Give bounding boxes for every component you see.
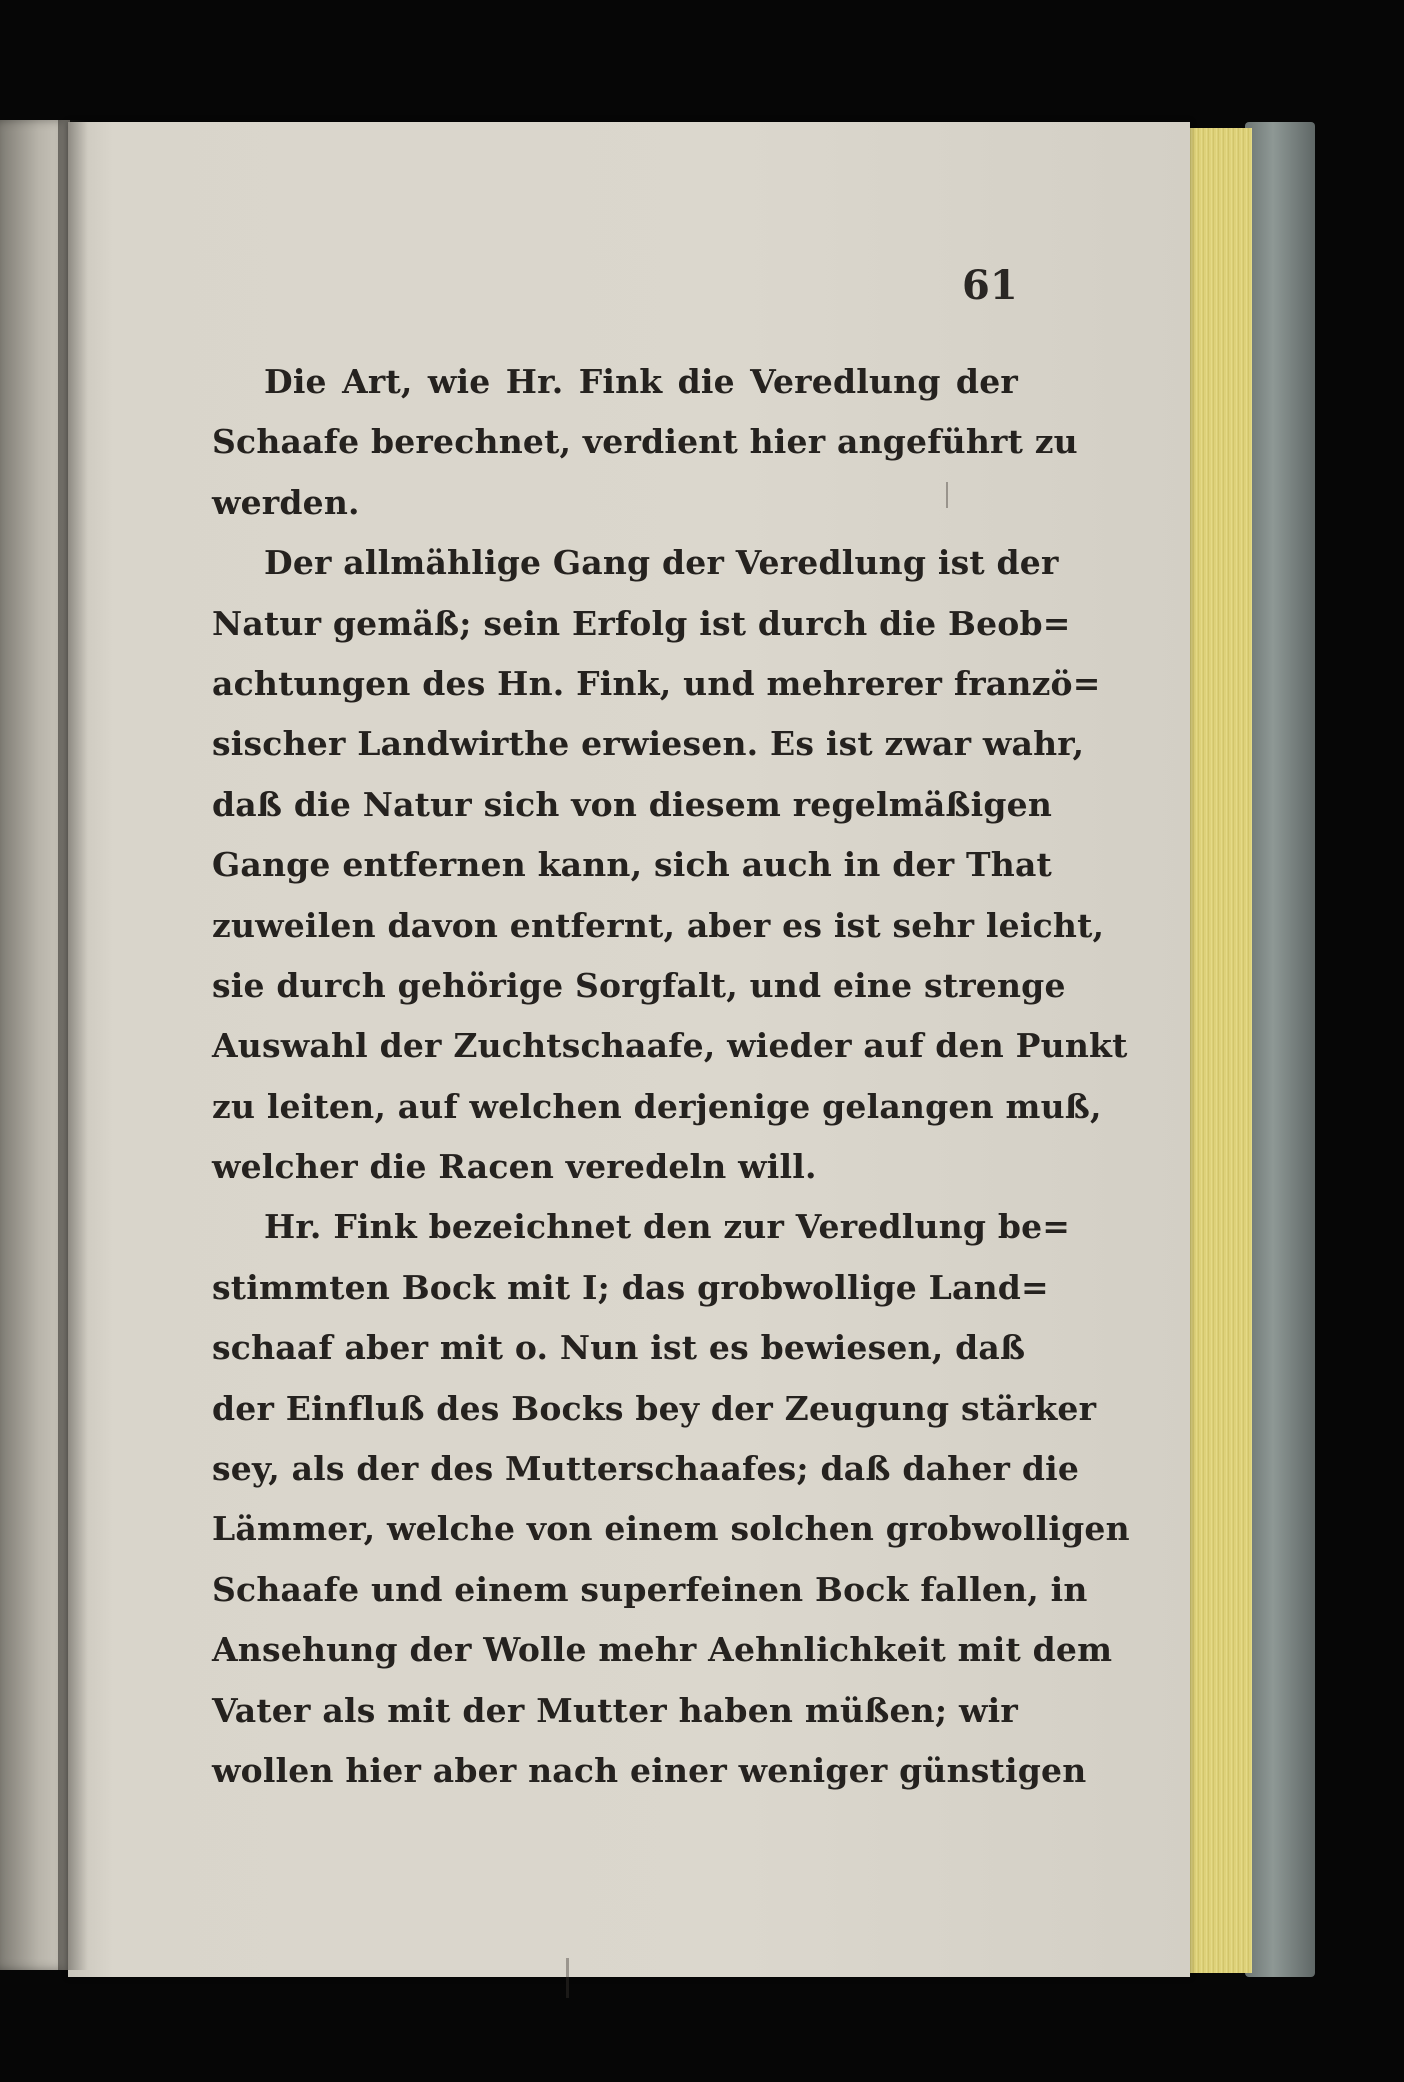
- spine-shadow: [58, 120, 88, 1970]
- text-line: Gange entfernen kann, sich auch in der That: [212, 845, 1052, 885]
- gilt-page-edges: [1180, 128, 1252, 1973]
- book-cover-edge: [1245, 122, 1315, 1977]
- text-line: Ansehung der Wolle mehr Aehnlichkeit mit dem: [212, 1630, 1113, 1670]
- text-line: Hr. Fink bezeichnet den zur Veredlung be=: [264, 1207, 1071, 1247]
- text-line: welcher die Racen veredeln will.: [212, 1147, 817, 1187]
- text-line: schaaf aber mit o. Nun ist es bewiesen, daß: [212, 1328, 1026, 1368]
- text-line: der Einfluß des Bocks bey der Zeugung stärker: [212, 1388, 1097, 1428]
- text-line: zuweilen davon entfernt, aber es ist sehr leicht,: [212, 905, 1105, 945]
- paper-speck: [946, 482, 948, 508]
- text-line: Schaafe berechnet, verdient hier angeführt zu: [212, 422, 1078, 462]
- text-line: Die Art, wie Hr. Fink die Veredlung der: [264, 362, 1018, 401]
- text-line: Schaafe und einem superfeinen Bock fallen, in: [212, 1569, 1088, 1609]
- text-line: werden.: [212, 482, 360, 522]
- text-line: daß die Natur sich von diesem regelmäßigen: [212, 784, 1053, 824]
- text-line: Natur gemäß; sein Erfolg ist durch die Beob=: [212, 603, 1071, 643]
- paper-speck: [566, 1958, 569, 1998]
- text-line: Vater als mit der Mutter haben müßen; wir: [212, 1690, 1018, 1730]
- text-line: sie durch gehörige Sorgfalt, und eine strenge: [212, 965, 1066, 1005]
- text-line: sey, als der des Mutterschaafes; daß daher die: [212, 1449, 1080, 1489]
- text-line: Auswahl der Zuchtschaafe, wieder auf den Punkt: [212, 1026, 1128, 1066]
- text-line: achtungen des Hn. Fink, und mehrerer franzö=: [212, 663, 1101, 703]
- text-line: stimmten Bock mit I; das grobwollige Land=: [212, 1267, 1049, 1307]
- text-line: wollen hier aber nach einer weniger günstigen: [212, 1750, 1087, 1790]
- body-text: [212, 352, 1130, 1801]
- text-line: Der allmählige Gang der Veredlung ist der: [264, 543, 1059, 583]
- text-line: sischer Landwirthe erwiesen. Es ist zwar wahr,: [212, 724, 1085, 764]
- page-number: 61: [962, 262, 1018, 309]
- text-line: Lämmer, welche von einem solchen grobwolligen: [212, 1509, 1130, 1549]
- text-line: zu leiten, auf welchen derjenige gelangen muß,: [212, 1086, 1102, 1126]
